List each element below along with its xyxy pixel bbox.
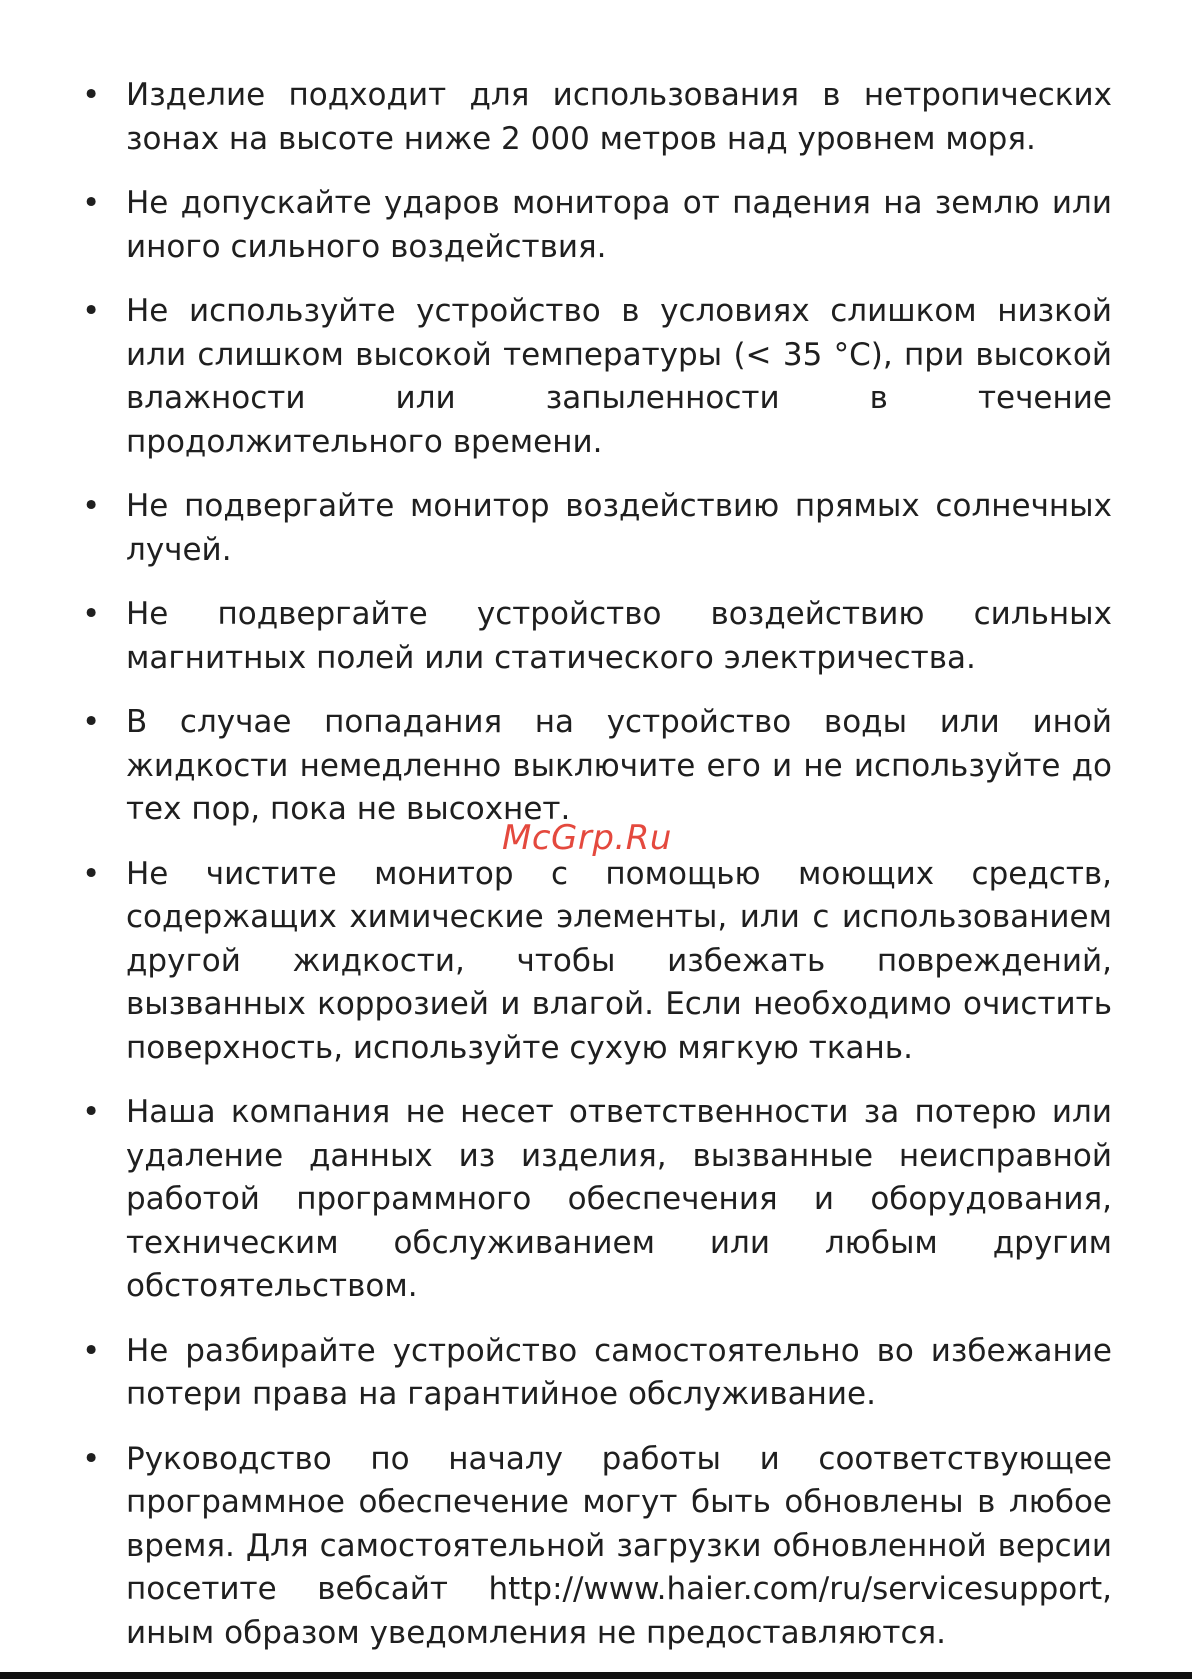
safety-list [82,74,1112,1655]
list-item [82,485,1112,572]
watermark-logo: McGrp.Ru [502,818,672,858]
bullet-icon: • [82,293,101,329]
list-item [82,1330,1112,1417]
list-item [82,74,1112,161]
bullet-icon: • [82,1332,101,1369]
bullet-icon: • [82,1094,101,1130]
list-item [82,182,1112,269]
list-item [82,853,1112,1071]
list-item-text: Наша компания не несет ответственности за потерю или удаление данных из изделия, вызванные неисправной работой программного обеспечения и оборудования, техническим обслуживанием или любым другим обстоятельством. [126,1094,1112,1304]
list-item [82,593,1112,680]
list-item-text: Не чистите монитор с помощью моющих средств, содержащих химические элементы, или с использованием другой жидкости, чтобы избежать повреждений, вызванных коррозией и влагой. Если необходимо очистить поверхность, используйте сухую мягкую ткань. [126,855,1112,1066]
list-item-text: Руководство по началу работы и соответствующее программное обеспечение могут быть обновлены в любое время. Для самостоятельной загрузки обновленной версии посетите вебсайт http://www.haier.com/ru/servicesupport, иным образом уведомления не предоставляются. [126,1440,1112,1651]
list-item [82,1091,1112,1309]
list-item [82,290,1112,464]
bullet-icon: • [82,77,101,113]
bullet-icon: • [82,855,101,892]
list-item-text: Изделие подходит для использования в нетропических зонах на высоте ниже 2 000 метров над уровнем моря. [126,77,1112,157]
bullet-icon: • [82,185,101,221]
list-item-text: Не подвергайте монитор воздействию прямых солнечных лучей. [126,488,1112,568]
bottom-rule [0,1672,1192,1679]
bullet-icon: • [82,596,101,632]
list-item-text: Не разбирайте устройство самостоятельно во избежание потери права на гарантийное обслуживание. [126,1332,1112,1412]
list-item-text: В случае попадания на устройство воды или иной жидкости немедленно выключите его и не используйте до тех пор, пока не высохнет. [126,704,1112,827]
list-item-text: Не подвергайте устройство воздействию сильных магнитных полей или статического электричества. [126,596,1112,676]
list-item-text: Не используйте устройство в условиях слишком низкой или слишком высокой температуры (< 35 °C), при высокой влажности или запыленности в течение продолжительного времени. [126,293,1112,460]
bullet-icon: • [82,488,101,524]
bullet-icon: • [82,1440,101,1477]
list-item-text: Не допускайте ударов монитора от падения на землю или иного сильного воздействия. [126,185,1112,265]
list-item [82,701,1112,832]
bullet-icon: • [82,704,101,740]
list-item [82,1438,1112,1656]
